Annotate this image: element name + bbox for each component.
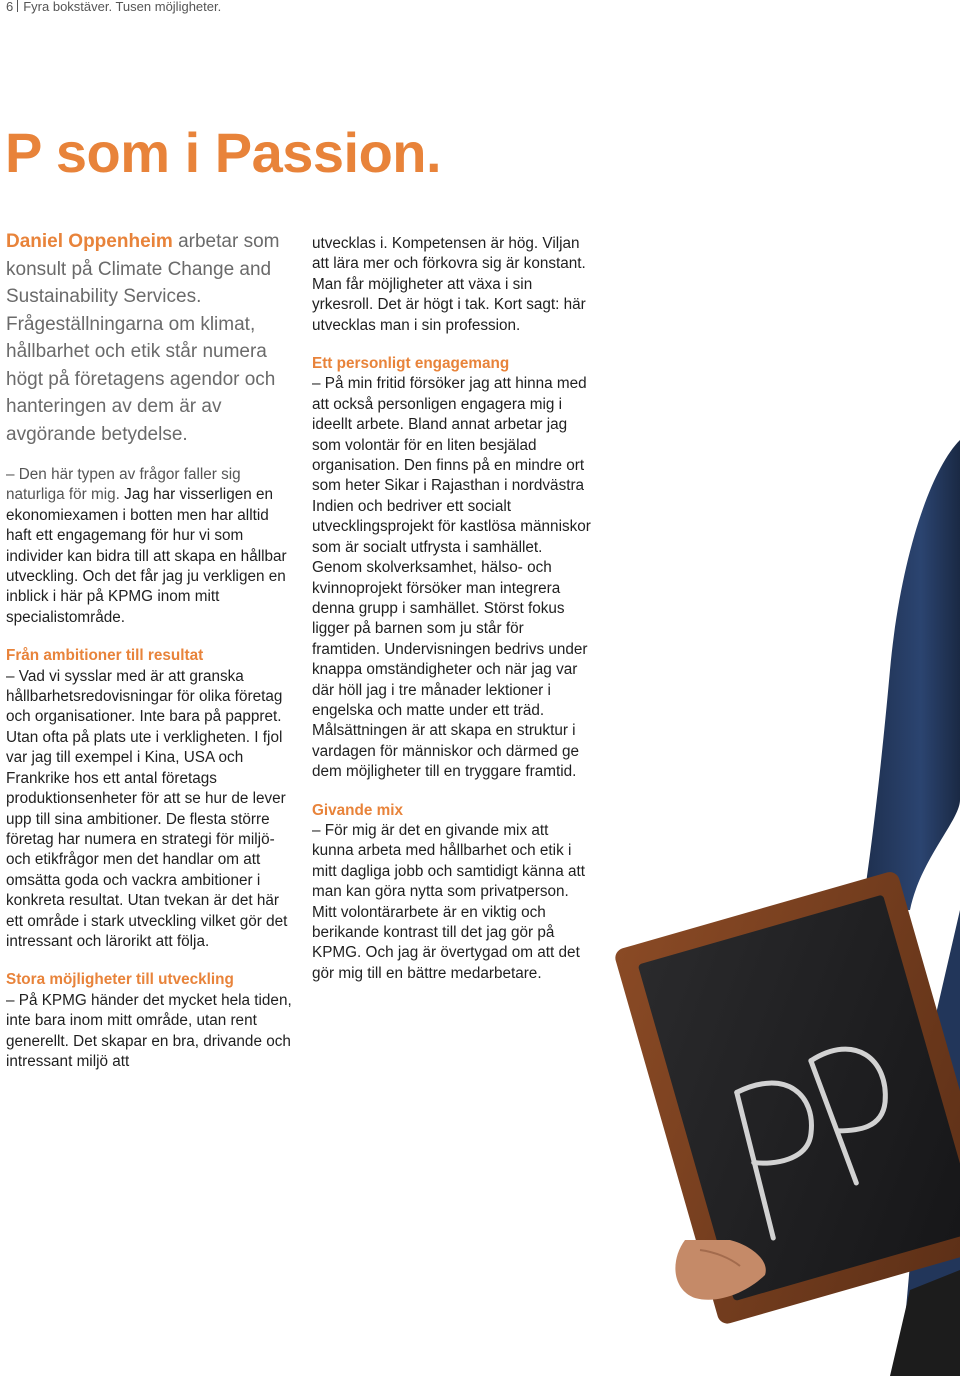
article-column-1 [6, 465, 296, 1072]
shirt-sleeve [862, 440, 960, 910]
paragraph-1-lead: – Den här typen av frågor faller sig naturliga för mig. [6, 466, 241, 504]
paragraph-1-rest: Jag har visserligen en ekonomiexamen i botten men har alltid haft ett engagemang för hur vi som individer kan bidra till att skapa en hållbar utveckling. Och det får jag ju verkligen en inblick i här på KPMG inom mitt specialistområde. [6, 486, 287, 626]
chalkboard [613, 870, 960, 1326]
intro-text: arbetar som konsult på Climate Change and Sustainability Services. Frågeställningarna om klimat, hållbarhet och etik står numera högt på företagens agendor och hanteringen av dem är av avgörande betydelse. [6, 231, 280, 445]
page-title: P som i Passion. [5, 121, 442, 184]
paragraph-6: – För mig är det en givande mix att kunna arbeta med hållbarhet och etik i mitt dagliga jobb och samtidigt känna att man kan göra nytta som privatperson. Mitt volontärarbete är en viktig och berikande kontrast till det jag gör på KPMG. Och jag är övertygad om att det gör mig till en bättre medarbetare. [312, 821, 585, 982]
paragraph-1 [6, 465, 296, 628]
paragraph-2: – Vad vi sysslar med är att granska hållbarhetsredovisningar för olika företag och organisationer. Inte bara på pappret. Utan ofta på plats ute i verkligheten. I fjol var jag till exempel i Kina, USA och Frankrike hos ett antal företags produktionsenheter för att se hur de lever upp till sina ambitioner. De flesta större företag har numera en strategi för miljö- och etikfrågor men det handlar om att omsätta goda och vackra ambitioner i konkreta resultat. Utan tvekan är det här ett område i stark utveckling vilket gör det intressant och lärorikt att följa. [6, 667, 288, 950]
subheading-ambitions: Från ambitioner till resultat [6, 647, 204, 665]
running-header [6, 0, 221, 14]
intro-name: Daniel Oppenheim [6, 231, 173, 252]
paragraph-4: utvecklas i. Kompetensen är hög. Viljan att lära mer och förkovra sig är konstant. Man får möjligheter att växa i sin yrkesroll. Det är högt i tak. Kort sagt: här utvecklas man i sin profession. [312, 235, 586, 334]
header-divider [17, 0, 18, 12]
intro-paragraph [6, 228, 291, 448]
article-column-2 [312, 234, 594, 984]
pants [890, 1270, 960, 1376]
running-title: Fyra bokstäver. Tusen möjligheter. [23, 0, 222, 14]
portrait-photo [600, 440, 960, 1376]
subheading-mix: Givande mix [312, 801, 403, 819]
subheading-opportunities: Stora möjligheter till utveckling [6, 971, 234, 989]
paragraph-5: – På min fritid försöker jag att hinna med att också personligen engagera mig i ideellt arbete. Bland annat arbetar jag som volontär för en liten besjälad organisation. Den finns på en mindre ort som heter Sikar i Rajasthan i nordvästra Indien och bedriver ett socialt utvecklingsprojekt för kastlösa människor som är socialt utfrysta i samhället. Genom skolverksamhet, hälso- och kvinnoprojekt försöker man integrera denna grupp i samhället. Störst fokus ligger på barnen som ju står för framtiden. Undervisningen bedrivs under knappa omständigheter och när jag var där höll jag i tre månader lektioner i engelska och matte under ett träd. Målsättningen är att skapa en struktur i vardagen för människor och därmed ge dem möjligheter till en tryggare framtid. [312, 375, 591, 781]
page-number: 6 [6, 0, 14, 14]
paragraph-3: – På KPMG händer det mycket hela tiden, inte bara inom mitt område, utan rent generellt. Det skapar en bra, drivande och intressant miljö att [6, 991, 292, 1070]
subheading-engagement: Ett personligt engagemang [312, 355, 510, 373]
